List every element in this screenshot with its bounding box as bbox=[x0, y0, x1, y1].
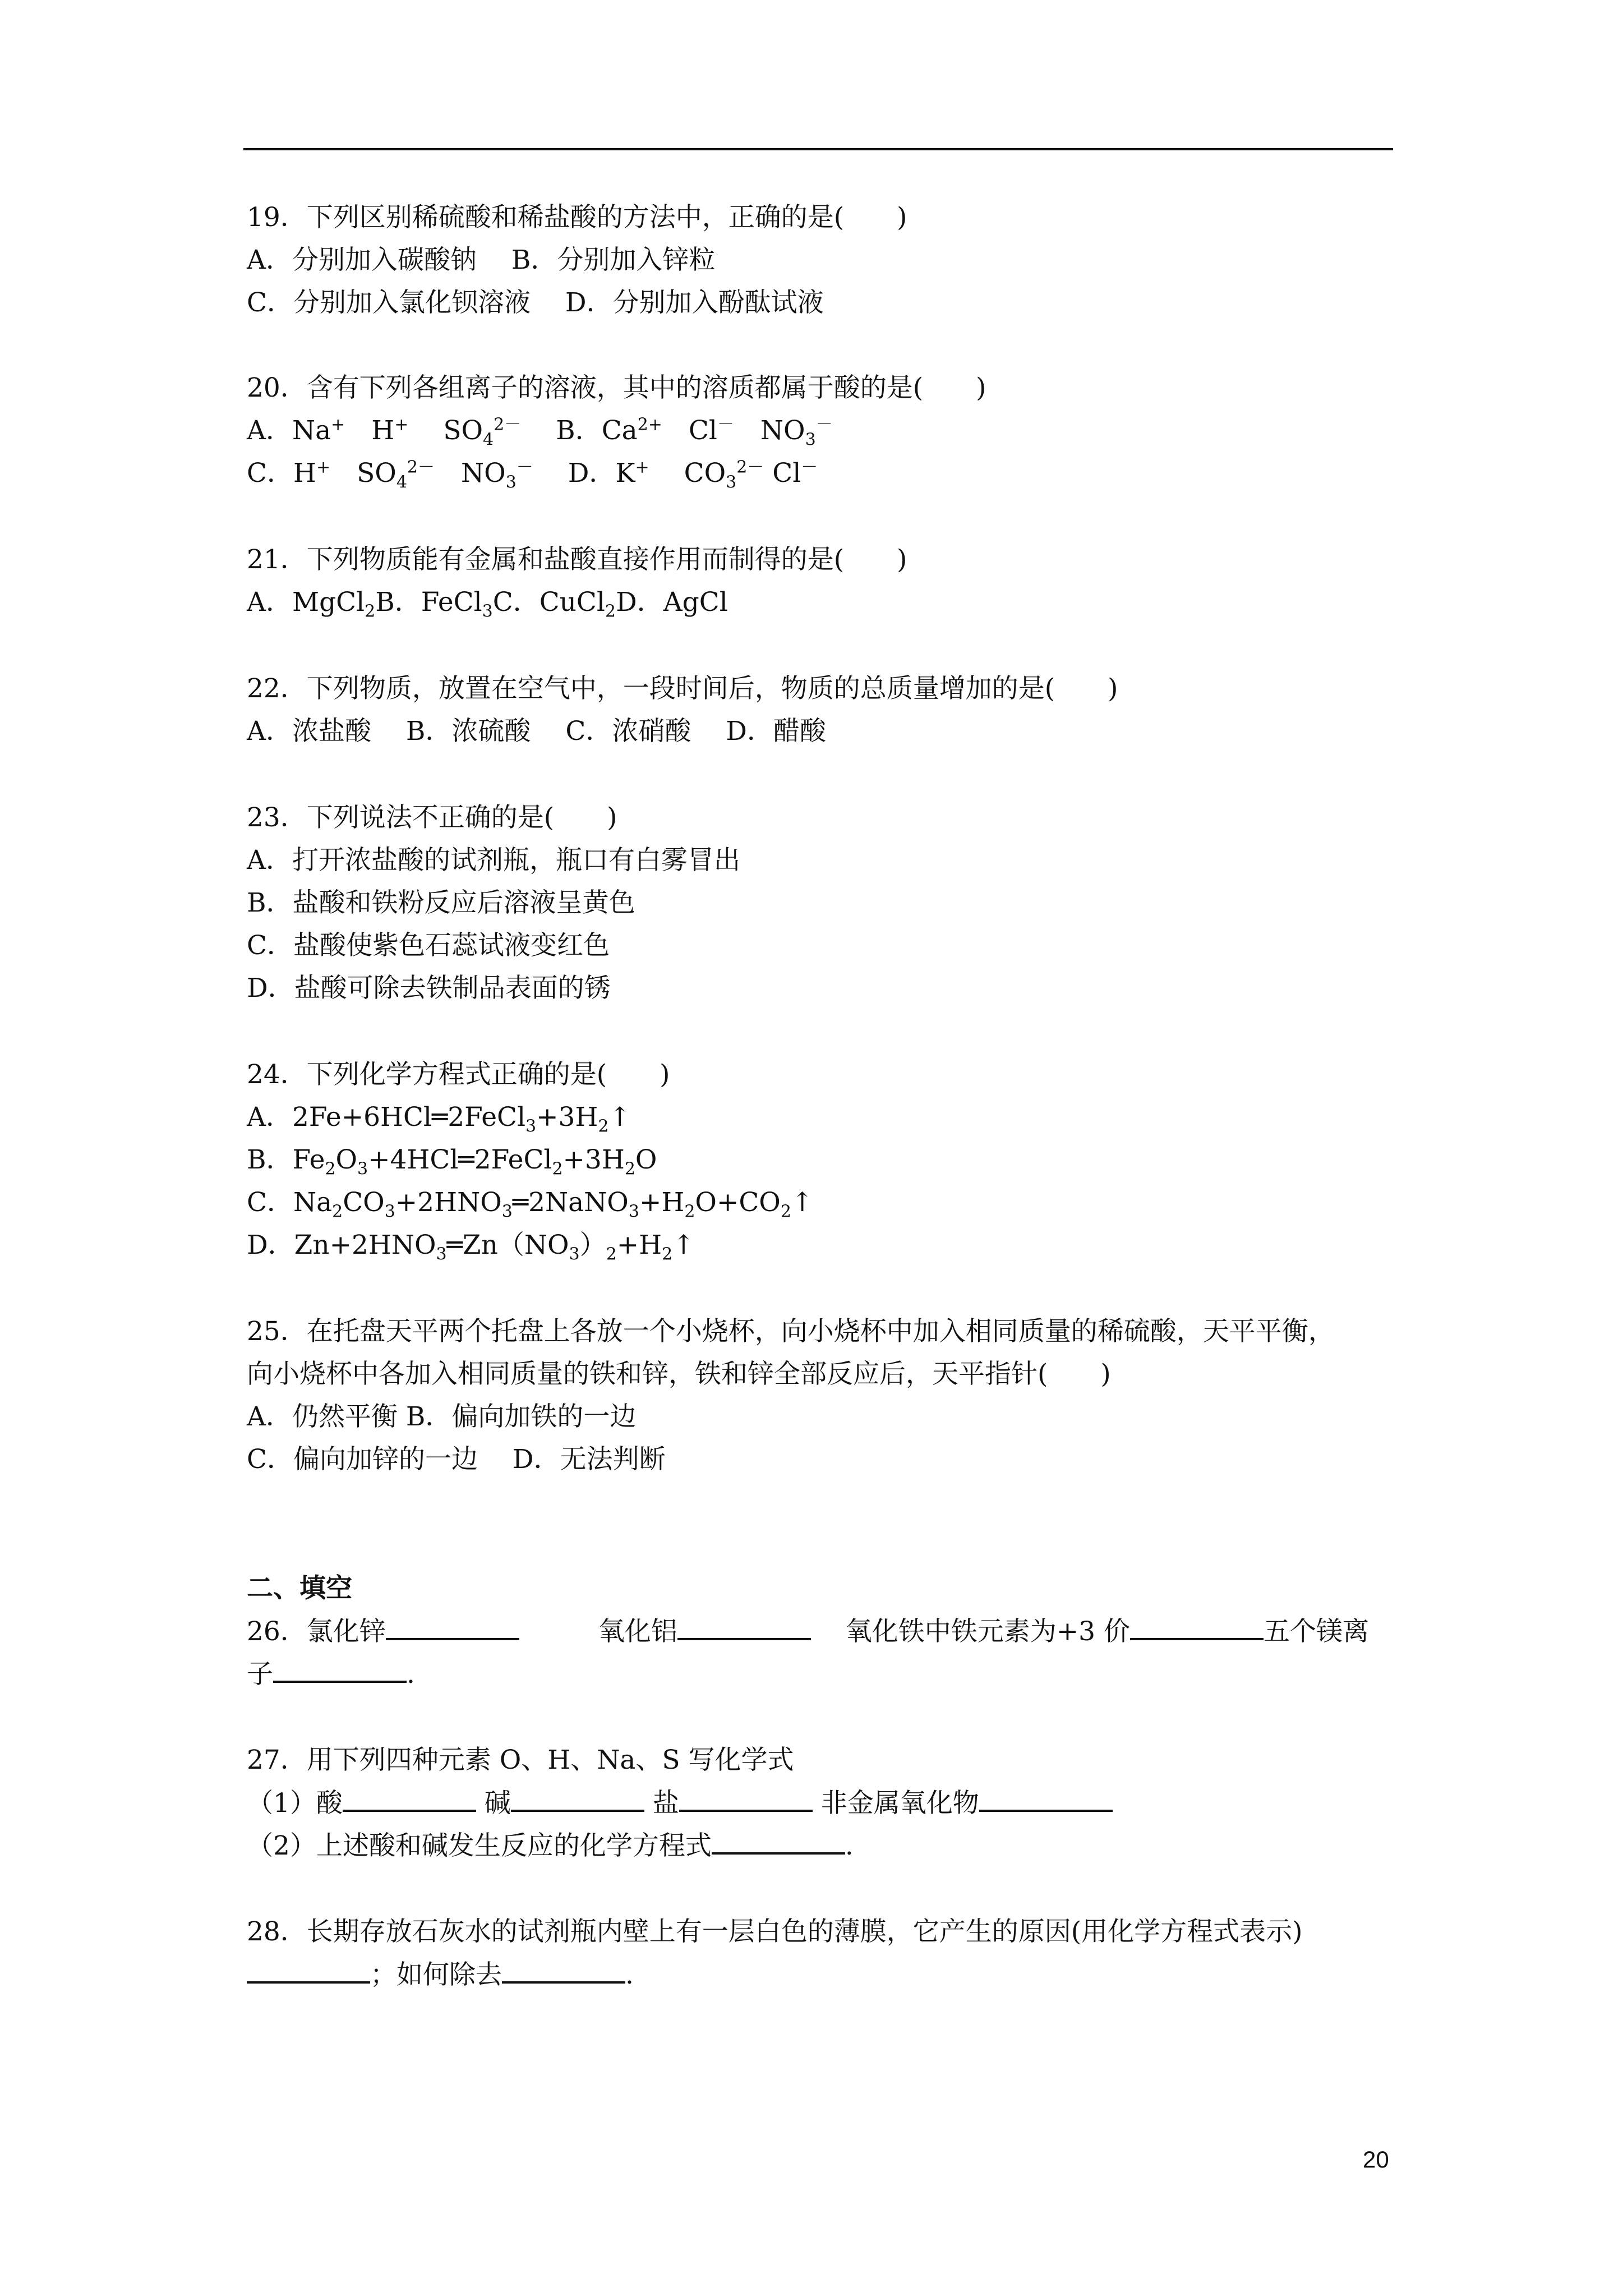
q25-options-2: C．偏向加锌的一边 D．无法判断 bbox=[247, 1444, 666, 1475]
q28-stem: 28．长期存放石灰水的试剂瓶内壁上有一层白色的薄膜，它产生的原因(用化学方程式表示) bbox=[247, 1916, 1303, 1947]
period: . bbox=[407, 1659, 415, 1690]
q19-stem: 19．下列区别稀硫酸和稀盐酸的方法中，正确的是( ) bbox=[247, 202, 907, 233]
q23-option-a: A．打开浓盐酸的试剂瓶，瓶口有白雾冒出 bbox=[247, 845, 740, 876]
q27-part-1 bbox=[247, 1785, 1113, 1821]
q27-equation-label: （2）上述酸和碱发生反应的化学方程式 bbox=[247, 1830, 712, 1861]
page-number: 20 bbox=[1363, 2146, 1389, 2173]
q21-options: A．MgCl$_2$B．FeCl$_3$C．CuCl$_2$D．AgCl bbox=[247, 587, 728, 622]
q27-stem: 27．用下列四种元素 O、H、Na、S 写化学式 bbox=[247, 1745, 794, 1775]
q24-option-a: A．$2Fe+6HCl═2FeCl_3+3H_2↑$ bbox=[247, 1102, 631, 1137]
q23-option-b: B．盐酸和铁粉反应后溶液呈黄色 bbox=[247, 887, 635, 918]
q26-line-2 bbox=[247, 1656, 415, 1692]
period: . bbox=[625, 1959, 634, 1990]
q20-options-2: C．H+ $SO_4^{2-}$ $NO_3^-$ D．K+ $CO_3^{2-}$ Cl－ bbox=[247, 457, 818, 493]
answer-blank[interactable] bbox=[502, 1957, 625, 1984]
q24-stem: 24．下列化学方程式正确的是( ) bbox=[247, 1059, 670, 1090]
answer-blank[interactable] bbox=[511, 1785, 644, 1812]
q28-line-2 bbox=[247, 1957, 634, 1993]
q25-stem-2: 向小烧杯中各加入相同质量的铁和锌，铁和锌全部反应后，天平指针( ) bbox=[247, 1359, 1111, 1389]
header-rule bbox=[243, 148, 1393, 150]
q22-options: A．浓盐酸 B．浓硫酸 C．浓硝酸 D．醋酸 bbox=[247, 716, 826, 747]
q28-removal-label: ；如何除去 bbox=[370, 1959, 502, 1990]
q27-oxide-label: 非金属氧化物 bbox=[820, 1788, 979, 1819]
q26-continuation: 子 bbox=[247, 1659, 273, 1690]
q20-stem: 20．含有下列各组离子的溶液，其中的溶质都属于酸的是( ) bbox=[247, 372, 986, 403]
q23-option-c: C．盐酸使紫色石蕊试液变红色 bbox=[247, 930, 610, 961]
q23-stem: 23．下列说法不正确的是( ) bbox=[247, 802, 617, 833]
q26-alumina: 氧化铝 bbox=[598, 1616, 677, 1647]
answer-blank[interactable] bbox=[979, 1785, 1113, 1812]
answer-blank[interactable] bbox=[1130, 1613, 1264, 1640]
q27-base-label: 碱 bbox=[484, 1788, 511, 1819]
q27-salt-label: 盐 bbox=[652, 1788, 679, 1819]
answer-blank[interactable] bbox=[712, 1828, 845, 1855]
q27-part-2 bbox=[247, 1828, 854, 1864]
q24-option-b: B．$Fe_2O_3+4HCl═2FeCl_2+3H_2O$ bbox=[247, 1144, 657, 1179]
q26-line-1 bbox=[247, 1613, 1369, 1650]
answer-blank[interactable] bbox=[343, 1785, 476, 1812]
answer-blank[interactable] bbox=[247, 1957, 370, 1984]
q26-zinc-chloride: 26．氯化锌 bbox=[247, 1616, 386, 1647]
q25-stem-1: 25．在托盘天平两个托盘上各放一个小烧杯，向小烧杯中加入相同质量的稀硫酸，天平平衡， bbox=[247, 1316, 1335, 1347]
answer-blank[interactable] bbox=[386, 1613, 519, 1640]
q20-options-1: A．Na+ H+ $SO_4^{2-}$ B．$Ca^{2+}$ Cl－ $NO_3^-$ bbox=[247, 415, 833, 450]
q24-option-d: D．$Zn+2HNO_3═Zn(NO_3)_2+H_2↑$ bbox=[247, 1230, 695, 1264]
q19-options-1: A．分别加入碳酸钠 B．分别加入锌粒 bbox=[247, 245, 716, 275]
period: . bbox=[845, 1830, 854, 1861]
q26-iron-oxide: 氧化铁中铁元素为+3 价 bbox=[845, 1616, 1130, 1647]
q24-option-c: C．$Na_2CO_3+2HNO_3═2NaNO_3+H_2O+CO_2↑$ bbox=[247, 1187, 814, 1222]
q25-options-1: A．仍然平衡 B．偏向加铁的一边 bbox=[247, 1401, 637, 1432]
q27-acid-label: （1）酸 bbox=[247, 1788, 343, 1819]
q21-stem: 21．下列物质能有金属和盐酸直接作用而制得的是( ) bbox=[247, 544, 907, 575]
answer-blank[interactable] bbox=[679, 1785, 813, 1812]
q23-option-d: D．盐酸可除去铁制品表面的锈 bbox=[247, 973, 611, 1004]
answer-blank[interactable] bbox=[273, 1656, 407, 1683]
answer-blank[interactable] bbox=[677, 1613, 811, 1640]
section-heading: 二、填空 bbox=[247, 1573, 352, 1604]
q19-options-2: C．分别加入氯化钡溶液 D．分别加入酚酞试液 bbox=[247, 287, 824, 318]
q22-stem: 22．下列物质，放置在空气中，一段时间后，物质的总质量增加的是( ) bbox=[247, 673, 1118, 704]
q26-magnesium-ions: 五个镁离 bbox=[1264, 1616, 1369, 1647]
